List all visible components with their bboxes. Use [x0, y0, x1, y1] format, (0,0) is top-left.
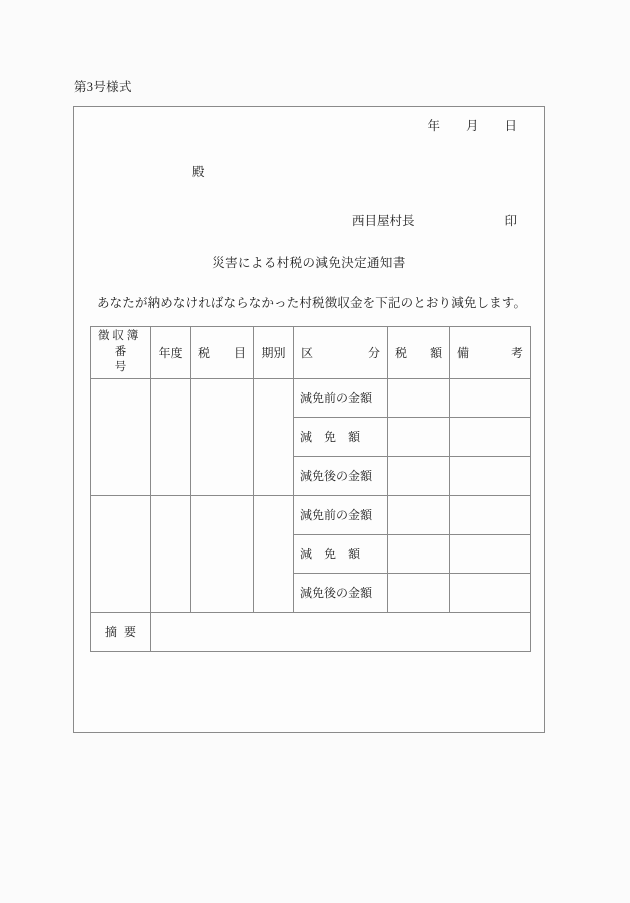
cell-tax-item-1[interactable]: [191, 378, 254, 495]
header-ledger-number: [91, 327, 151, 379]
header-tax-amount-c2: 額: [429, 345, 442, 360]
date-month-label: 月: [465, 119, 479, 133]
issuer-line: [74, 211, 544, 229]
reduction-table: [90, 326, 531, 652]
cell-remarks-after-2[interactable]: [450, 573, 531, 612]
issuer-name: 西目屋村長: [352, 214, 415, 228]
cell-remarks-reduction-1[interactable]: [450, 417, 531, 456]
footer-remarks-body[interactable]: [151, 612, 531, 651]
document-frame: [73, 106, 545, 733]
header-tax-item-c2: 目: [233, 345, 246, 360]
seal-mark: 印: [504, 214, 517, 228]
footer-remarks-label-c2: 要: [123, 625, 136, 640]
cell-term-1[interactable]: [254, 378, 294, 495]
header-ledger-number-line2: 番 号: [114, 345, 150, 374]
footer-remarks-label-c1: 摘: [105, 625, 118, 640]
cell-tax-amount-reduction-1[interactable]: [388, 417, 450, 456]
date-year-label: 年: [427, 119, 440, 133]
header-tax-item: [191, 327, 254, 379]
date-day-label: 日: [504, 119, 517, 133]
body-sentence: あなたが納めなければならなかった村税徴収金を下記のとおり減免します。: [97, 296, 527, 310]
header-tax-item-c1: 税: [198, 345, 211, 360]
cell-remarks-after-1[interactable]: [450, 456, 531, 495]
cell-tax-item-2[interactable]: [191, 495, 254, 612]
cell-classification-before-2: 減免前の金額: [294, 495, 388, 534]
table-row: [91, 378, 531, 417]
addressee-honorific: 殿: [192, 165, 205, 179]
cell-classification-after-1: 減免後の金額: [294, 456, 388, 495]
table-header-row: [91, 327, 531, 379]
cell-tax-amount-after-1[interactable]: [388, 456, 450, 495]
remarks-row: [91, 612, 531, 651]
header-tax-amount: [388, 327, 450, 379]
cell-classification-reduction-1: 減 免 額: [294, 417, 388, 456]
cell-tax-amount-before-2[interactable]: [388, 495, 450, 534]
header-remarks: [450, 327, 531, 379]
cell-classification-before-1: 減免前の金額: [294, 378, 388, 417]
cell-classification-reduction-2: 減 免 額: [294, 534, 388, 573]
cell-ledger-number-1[interactable]: [91, 378, 151, 495]
header-ledger-number-line1: 徴 収 簿: [98, 330, 139, 342]
cell-fiscal-year-1[interactable]: [151, 378, 191, 495]
footer-remarks-label: [91, 612, 151, 651]
cell-ledger-number-2[interactable]: [91, 495, 151, 612]
cell-tax-amount-after-2[interactable]: [388, 573, 450, 612]
header-classification-c2: 分: [367, 345, 380, 360]
header-classification: [294, 327, 388, 379]
header-classification-c1: 区: [301, 345, 314, 360]
cell-remarks-before-1[interactable]: [450, 378, 531, 417]
cell-tax-amount-reduction-2[interactable]: [388, 534, 450, 573]
header-term: 期別: [254, 327, 294, 379]
header-remarks-c2: 考: [510, 345, 523, 360]
date-line: [74, 116, 544, 134]
header-remarks-c1: 備: [457, 345, 470, 360]
cell-classification-after-2: 減免後の金額: [294, 573, 388, 612]
form-number: 第3号様式: [74, 80, 132, 94]
cell-fiscal-year-2[interactable]: [151, 495, 191, 612]
cell-term-2[interactable]: [254, 495, 294, 612]
cell-remarks-before-2[interactable]: [450, 495, 531, 534]
header-fiscal-year: 年度: [151, 327, 191, 379]
document-title: 災害による村税の減免決定通知書: [212, 256, 406, 270]
header-tax-amount-c1: 税: [395, 345, 408, 360]
table-row: [91, 495, 531, 534]
cell-tax-amount-before-1[interactable]: [388, 378, 450, 417]
cell-remarks-reduction-2[interactable]: [450, 534, 531, 573]
